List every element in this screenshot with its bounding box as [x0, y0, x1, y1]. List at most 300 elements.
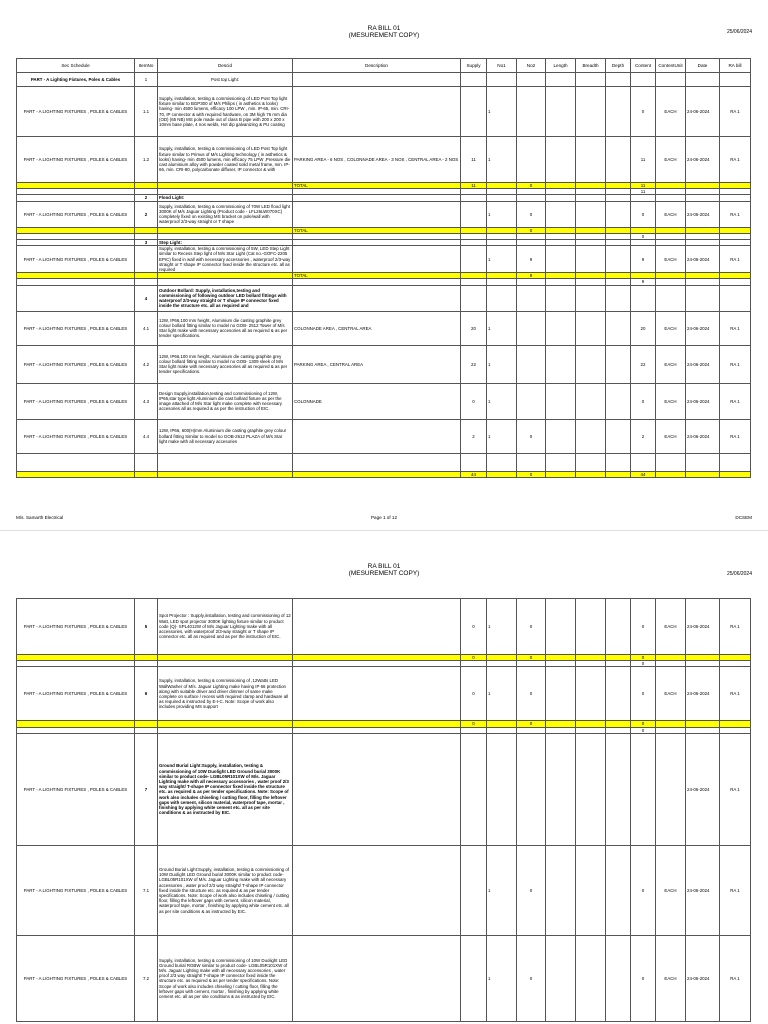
row-supply — [461, 935, 487, 1021]
total-no2: 0 — [517, 183, 546, 189]
row-no2 — [517, 73, 546, 87]
row-item-no: 7.1 — [135, 845, 158, 935]
spacer-content: 0 — [631, 661, 656, 667]
row-sec-schedule: PART - A LIGHTING FIXTURES , POLES & CABLES — [17, 311, 135, 345]
row-content-unit — [656, 73, 686, 87]
row-no1: 1 — [487, 201, 517, 227]
total-content: 0 — [631, 721, 656, 727]
row-item-no: 6 — [135, 667, 158, 721]
blank-cell — [17, 453, 135, 471]
row-item-no — [135, 246, 158, 273]
table-body-page-1 — [17, 73, 751, 478]
row-depth — [606, 935, 631, 1021]
total-no2: 0 — [517, 655, 546, 661]
row-ra-bill: RA 1 — [720, 733, 751, 845]
row-depth — [606, 383, 631, 419]
row-ra-bill: RA 1 — [720, 419, 751, 453]
row-length — [546, 419, 576, 453]
row-item-no: 4.3 — [135, 383, 158, 419]
total-empty — [546, 471, 576, 477]
total-empty — [487, 471, 517, 477]
row-sec-schedule: PART - A LIGHTING FIXTURES , POLES & CABLES — [17, 845, 135, 935]
row-descid: 12W, IP66, 600(H)mm Aluminium die casting graphite grey colour bollard fitting Similar to model no GOB-2612 PLAZA of M/s Star light make with all necessary accesories — [158, 419, 293, 453]
row-content: 20 — [631, 311, 656, 345]
row-date: 24-06-2024 — [686, 599, 720, 655]
row-description — [293, 285, 461, 311]
total-empty — [135, 471, 158, 477]
row-description: COLONNADE AREA , CENTRAL AREA — [293, 311, 461, 345]
row-supply — [461, 87, 487, 137]
row-length — [546, 137, 576, 183]
row-content-unit: EACH — [656, 845, 686, 935]
header-sec-schedule: Sec Schedule — [17, 59, 135, 73]
blank-cell — [517, 453, 546, 471]
blank-cell — [546, 453, 576, 471]
table-row — [17, 419, 751, 453]
blank-cell — [720, 453, 751, 471]
table-header-row — [17, 59, 751, 73]
row-description — [293, 87, 461, 137]
row-depth — [606, 311, 631, 345]
blank-cell — [656, 453, 686, 471]
footer-company: M/s. Samarth Electrical — [16, 515, 64, 520]
measurement-table-page-2 — [16, 598, 751, 1022]
header-content-unit: ContentUnit — [656, 59, 686, 73]
row-length — [546, 246, 576, 273]
row-breadth — [576, 733, 606, 845]
footer-page-number: Page 1 of 12 — [370, 515, 398, 520]
row-descid: Ground Burial Light:Supply, installation, testing & commissioning of 10W Duolight LED Ground burial 3000K similar to product code- LGBL05R101XW of M/s. Jaguar Lighting make with all necessary accessories , water proof 2/3 way straight/ T-shape IP connector fixed inside the structure etc. as required & as per tender specifications. Note: Scope of work also includes chiseling / cutting floor, filling the leftover gaps with cement, silicon material, waterproof tape, mortar , finishing by applying white cement etc. all as per site conditions & as instructed by EIC. — [158, 733, 293, 845]
row-ra-bill: RA 1 — [720, 311, 751, 345]
row-description — [293, 935, 461, 1021]
row-ra-bill: RA 1 — [720, 935, 751, 1021]
row-date: 24-06-2024 — [686, 345, 720, 383]
blank-cell — [461, 453, 487, 471]
row-no2: 9 — [517, 246, 546, 273]
row-supply — [461, 246, 487, 273]
total-empty — [158, 471, 293, 477]
row-no1: 1 — [487, 345, 517, 383]
total-supply: 0 — [461, 655, 487, 661]
row-description — [293, 733, 461, 845]
row-supply: 0 — [461, 667, 487, 721]
row-descid: Flood Light: — [158, 195, 293, 201]
blank-cell — [487, 453, 517, 471]
total-label — [293, 471, 461, 477]
row-content: 0 — [631, 201, 656, 227]
row-length — [546, 87, 576, 137]
total-no2: 9 — [517, 273, 546, 279]
row-descid: Spot Projector : Supply,installation, testing and commissioning of 12 Watt, LED spot projector 3000K lighting fixture similar to product code (Q)- SPL4012W of M/s Jaguar Lighting make with all accessories, with waterproof 2/3-way straight or T shape IP connector etc. all as required and as per the instruction of EIC. — [158, 599, 293, 655]
row-length — [546, 73, 576, 87]
row-content-unit — [656, 733, 686, 845]
row-date: 24-06-2024 — [686, 246, 720, 273]
row-no2 — [517, 285, 546, 311]
table-row — [17, 311, 751, 345]
row-content-unit: EACH — [656, 383, 686, 419]
row-item-no: 1.2 — [135, 137, 158, 183]
row-descid: Outdoor Bollard: Supply, installation,testing and commissioning of following outdoor LED bollard fittings with waterproof 2/3-way straight or T shape IP connector fixed inside the structure etc. all as required and — [158, 285, 293, 311]
row-breadth — [576, 599, 606, 655]
report-title-page-2: RA BILL 01 — [367, 563, 401, 570]
row-no1: 1 — [487, 845, 517, 935]
row-description — [293, 246, 461, 273]
row-breadth — [576, 935, 606, 1021]
row-descid: Supply, installation, testing & commissioning of 70W LED flood light 3000K of M/s Jaguar Lighting (Product code - LFL26LW070XC) completely fixed on existing MS bracket on pole/wall with waterproof 2/3-way straight or T shape — [158, 201, 293, 227]
row-descid: Supply, installation, testing & commissioning of LED Post Top light fixture similar to Primus of M/s Lighting technology ( in asthetics & looks) having- min 4500 lumens, min efficacy 75 LPW ,Pressure die cast aluminium alloy with powder coated solid metal frame, min. IP-66, min. CRI-80, polycarbonate diffuser, IP connector & with — [158, 137, 293, 183]
row-date: 24-06-2024 — [686, 87, 720, 137]
row-content-unit: EACH — [656, 419, 686, 453]
row-length — [546, 383, 576, 419]
row-breadth — [576, 137, 606, 183]
row-content — [631, 73, 656, 87]
header-description: Description — [293, 59, 461, 73]
row-description — [293, 845, 461, 935]
total-row — [17, 471, 751, 477]
row-depth — [606, 845, 631, 935]
row-breadth — [576, 383, 606, 419]
row-supply: 2 — [461, 419, 487, 453]
row-item-no: 7 — [135, 733, 158, 845]
table-row — [17, 733, 751, 845]
row-breadth — [576, 845, 606, 935]
row-breadth — [576, 419, 606, 453]
row-ra-bill: RA 1 — [720, 383, 751, 419]
row-date: 24-06-2024 — [686, 845, 720, 935]
table-row — [17, 246, 751, 273]
row-breadth — [576, 345, 606, 383]
row-ra-bill: RA 1 — [720, 201, 751, 227]
row-content: 0 — [631, 667, 656, 721]
row-content: 0 — [631, 599, 656, 655]
report-subtitle: (MESUREMENT COPY) — [348, 32, 420, 39]
row-no1: 1 — [487, 311, 517, 345]
row-no2 — [517, 383, 546, 419]
total-no2: 0 — [517, 721, 546, 727]
row-no2 — [517, 137, 546, 183]
report-date-page-2: 25/06/2024 — [726, 571, 752, 577]
row-date: 24-06-2024 — [686, 383, 720, 419]
row-content-unit: EACH — [656, 246, 686, 273]
row-content-unit: EACH — [656, 311, 686, 345]
row-supply: 0 — [461, 599, 487, 655]
table-row — [17, 383, 751, 419]
total-content: 0 — [631, 655, 656, 661]
row-no1: 1 — [487, 599, 517, 655]
row-no2: 0 — [517, 935, 546, 1021]
row-content: 0 — [631, 935, 656, 1021]
row-content: 9 — [631, 246, 656, 273]
header-depth: Depth — [606, 59, 631, 73]
spacer-content: 9 — [631, 279, 656, 285]
row-depth — [606, 599, 631, 655]
row-depth — [606, 345, 631, 383]
row-content-unit: EACH — [656, 137, 686, 183]
row-length — [546, 935, 576, 1021]
header-breadth: Breadth — [576, 59, 606, 73]
row-no2: 0 — [517, 599, 546, 655]
row-description: COLONNADE — [293, 383, 461, 419]
row-item-no: 3 — [135, 240, 158, 246]
row-content: 2 — [631, 419, 656, 453]
total-empty — [606, 471, 631, 477]
row-date — [686, 285, 720, 311]
table-row — [17, 201, 751, 227]
spacer-content: 11 — [631, 189, 656, 195]
total-no2: 0 — [517, 471, 546, 477]
row-description: PARKING AREA - 6 NOS , COLONNADE AREA - 3 NOS , CENTRAL AREA - 2 NOS — [293, 137, 461, 183]
row-ra-bill — [720, 285, 751, 311]
row-descid: Post top Light: — [158, 73, 293, 87]
row-no1: 1 — [487, 383, 517, 419]
row-item-no: 4 — [135, 285, 158, 311]
row-date: 24-06-2024 — [686, 733, 720, 845]
row-content-unit: EACH — [656, 667, 686, 721]
row-description — [293, 599, 461, 655]
total-empty — [576, 471, 606, 477]
row-date: 24-06-2024 — [686, 935, 720, 1021]
blank-cell — [135, 453, 158, 471]
row-depth — [606, 285, 631, 311]
report-title: RA BILL 01 — [367, 25, 401, 32]
row-content: 0 — [631, 87, 656, 137]
row-sec-schedule: PART - A LIGHTING FIXTURES , POLES & CABLES — [17, 935, 135, 1021]
row-supply: 0 — [461, 383, 487, 419]
row-length — [546, 667, 576, 721]
row-sec-schedule: PART - A LIGHTING FIXTURES , POLES & CABLES — [17, 246, 135, 273]
row-length — [546, 201, 576, 227]
total-content: 11 — [631, 183, 656, 189]
row-item-no: 4.2 — [135, 345, 158, 383]
row-content: 0 — [631, 845, 656, 935]
row-ra-bill: RA 1 — [720, 667, 751, 721]
row-sec-schedule — [17, 285, 135, 311]
row-breadth — [576, 285, 606, 311]
row-sec-schedule: PART - A LIGHTING FIXTURES , POLES & CABLES — [17, 201, 135, 227]
blank-cell — [686, 453, 720, 471]
row-no2: 0 — [517, 667, 546, 721]
row-description: PARKING AREA , CENTRAL AREA — [293, 345, 461, 383]
row-ra-bill: RA 1 — [720, 137, 751, 183]
row-description — [293, 667, 461, 721]
table-row — [17, 73, 751, 87]
row-no1 — [487, 285, 517, 311]
row-sec-schedule: PART - A LIGHTING FIXTURES , POLES & CABLES — [17, 87, 135, 137]
row-breadth — [576, 246, 606, 273]
row-supply — [461, 201, 487, 227]
total-no2: 0 — [517, 227, 546, 233]
header-descid: Descid — [158, 59, 293, 73]
row-description — [293, 201, 461, 227]
header-ra-bill: RA bill — [720, 59, 751, 73]
row-description — [293, 73, 461, 87]
header-supply: Supply — [461, 59, 487, 73]
row-description — [293, 419, 461, 453]
blank-cell — [158, 453, 293, 471]
total-empty — [656, 471, 686, 477]
row-no1 — [487, 73, 517, 87]
row-supply — [461, 73, 487, 87]
total-supply: 44 — [461, 471, 487, 477]
header-item-no: ItemNo — [135, 59, 158, 73]
row-date: 24-06-2024 — [686, 201, 720, 227]
row-content: 22 — [631, 345, 656, 383]
report-subtitle-page-2: (MESUREMENT COPY) — [348, 570, 420, 577]
row-breadth — [576, 87, 606, 137]
spacer-content: 0 — [631, 233, 656, 239]
row-depth — [606, 419, 631, 453]
row-item-no: 2 — [135, 201, 158, 227]
page-separator — [0, 530, 768, 531]
total-label: TOTAL — [293, 273, 461, 279]
row-supply — [461, 733, 487, 845]
table-row — [17, 345, 751, 383]
row-descid: Supply, installation, testing & commissioning of 10W Duolight LED Ground burial RGBW similar to product code- LGBL05R101XW of M/s. Jaguar Lighting make with all necessary accessories , water proof 2/3 way straight/ T-shape IP connector fixed inside the structure etc. as required & as per tender specifications. Note: Scope of work also includes chiseling / cutting floor, filling the leftover gaps with cement, mortar , finishing by applying white cement etc. all as per site conditions & as instructed by EIC. — [158, 935, 293, 1021]
row-ra-bill — [720, 73, 751, 87]
row-no2 — [517, 345, 546, 383]
row-depth — [606, 667, 631, 721]
row-no1: 1 — [487, 667, 517, 721]
row-item-no: 7.2 — [135, 935, 158, 1021]
row-date — [686, 73, 720, 87]
row-descid: Step Light: — [158, 240, 293, 246]
total-supply: 0 — [461, 721, 487, 727]
row-content-unit: EACH — [656, 87, 686, 137]
row-ra-bill: RA 1 — [720, 599, 751, 655]
row-item-no: 4.4 — [135, 419, 158, 453]
row-no2 — [517, 733, 546, 845]
row-no1: 1 — [487, 246, 517, 273]
row-ra-bill: RA 1 — [720, 345, 751, 383]
row-descid: 12W, IP66,100 mm height, Aluminium die casting graphite grey colour bollard fitting similar to model no GOB- 2512 Tower of M/s Star light make with necessary accesories all as required & as per tender specifications. — [158, 311, 293, 345]
blank-cell — [631, 453, 656, 471]
header-length: Length — [546, 59, 576, 73]
row-date: 24-06-2024 — [686, 419, 720, 453]
table-row — [17, 137, 751, 183]
row-supply — [461, 845, 487, 935]
row-content-unit: EACH — [656, 345, 686, 383]
row-content-unit: EACH — [656, 201, 686, 227]
row-descid: 12W, IP66,100 mm height, Aluminium die casting graphite grey colour bollard fitting similar to model no GOB- 1309 sleek of M/s Star light make with necessary accesories all as required & as per tender specifications. — [158, 345, 293, 383]
row-length — [546, 285, 576, 311]
row-item-no: 1 — [135, 73, 158, 87]
row-content — [631, 285, 656, 311]
row-content: 11 — [631, 137, 656, 183]
row-no2 — [517, 311, 546, 345]
row-supply — [461, 285, 487, 311]
row-content-unit: EACH — [656, 599, 686, 655]
row-item-no: 1.1 — [135, 87, 158, 137]
table-row — [17, 935, 751, 1021]
row-sec-schedule: PART - A LIGHTING FIXTURES , POLES & CABLES — [17, 419, 135, 453]
row-date: 24-06-2024 — [686, 137, 720, 183]
row-sec-schedule: PART - A Lighting Fixtures, Poles & Cables — [17, 73, 135, 87]
row-length — [546, 599, 576, 655]
row-depth — [606, 733, 631, 845]
row-date: 24-06-2024 — [686, 311, 720, 345]
row-no2: 0 — [517, 201, 546, 227]
row-no2: 0 — [517, 845, 546, 935]
header-date: Date — [686, 59, 720, 73]
row-depth — [606, 201, 631, 227]
row-descid: Supply, installation, testing & commissioning of LED Post Top light fixture similar to BGP300 of M/s Philips ( in asthetics & looks) having- min 4500 lumens, efficacy 100 LPW , min. IP-65, min. CRI-70, IP connector & with required hardware, on 3M high 76 mm dia (OD) (65 NB) MS pole made out of class B pipe with 200 x 200 x 10mm base plate, 4 nos welds, Hot dip galvanizing & PU coating — [158, 87, 293, 137]
table-row — [17, 87, 751, 137]
table-body-page-2 — [17, 599, 751, 1022]
row-sec-schedule: PART - A LIGHTING FIXTURES , POLES & CABLES — [17, 667, 135, 721]
row-breadth — [576, 73, 606, 87]
total-content: 44 — [631, 471, 656, 477]
row-no1 — [487, 733, 517, 845]
row-no2: 0 — [517, 419, 546, 453]
row-sec-schedule: PART - A LIGHTING FIXTURES , POLES & CABLES — [17, 345, 135, 383]
row-no1: 1 — [487, 419, 517, 453]
table-row — [17, 845, 751, 935]
row-ra-bill: RA 1 — [720, 845, 751, 935]
header-content: Content — [631, 59, 656, 73]
row-sec-schedule: PART - A LIGHTING FIXTURES , POLES & CABLES — [17, 733, 135, 845]
blank-row — [17, 453, 751, 471]
row-descid: Design Supply,installation,testing and commissioning of 12W, IP66,star type light Aluminium die cast bollard fixture as per the image attached of M/s Star light make complete with necessary accesories all as required & as per the instruction of EIC. — [158, 383, 293, 419]
total-empty — [686, 471, 720, 477]
row-item-no: 2 — [135, 195, 158, 201]
row-descid: Supply, installation, testing & commissioning of ,12Watts LED WallWasher of M/s. Jaguar Lighting make having IP 66 protection along with suitable driver and driver dimmer of same make complete on surface / recess with required clamp and hardware all as required & instructed by E-I-C. Note: Scope of work also includes providing MS support — [158, 667, 293, 721]
row-length — [546, 311, 576, 345]
total-empty — [17, 471, 135, 477]
total-label: TOTAL — [293, 183, 461, 189]
row-depth — [606, 73, 631, 87]
row-sec-schedule: PART - A LIGHTING FIXTURES , POLES & CABLES — [17, 137, 135, 183]
row-sec-schedule: PART - A LIGHTING FIXTURES , POLES & CABLES — [17, 383, 135, 419]
row-depth — [606, 246, 631, 273]
row-no1: 1 — [487, 137, 517, 183]
blank-cell — [606, 453, 631, 471]
table-row — [17, 667, 751, 721]
table-row — [17, 285, 751, 311]
row-content-unit — [656, 285, 686, 311]
blank-cell — [293, 453, 461, 471]
row-no1: 1 — [487, 87, 517, 137]
row-depth — [606, 137, 631, 183]
row-ra-bill: RA 1 — [720, 246, 751, 273]
row-no2 — [517, 87, 546, 137]
row-no1: 1 — [487, 935, 517, 1021]
row-content: 0 — [631, 383, 656, 419]
row-item-no: 5 — [135, 599, 158, 655]
total-supply: 11 — [461, 183, 487, 189]
row-sec-schedule: PART - A LIGHTING FIXTURES , POLES & CABLES — [17, 599, 135, 655]
row-date: 24-06-2024 — [686, 667, 720, 721]
row-length — [546, 733, 576, 845]
row-breadth — [576, 201, 606, 227]
header-no2: No2 — [517, 59, 546, 73]
spacer-content: 0 — [631, 727, 656, 733]
row-content — [631, 733, 656, 845]
row-item-no: 4.1 — [135, 311, 158, 345]
row-breadth — [576, 667, 606, 721]
measurement-table-page-1 — [16, 58, 751, 478]
row-supply: 20 — [461, 311, 487, 345]
total-empty — [720, 471, 751, 477]
table-row — [17, 599, 751, 655]
row-depth — [606, 87, 631, 137]
row-descid: Supply, installation, testing & commissioning of 5W, LED Step Light similar to Recess Step light of M/s Star Light (Cat no.-GOFC-2205 EPIC) fixed in wall with necessary accessories , waterproof 2/3-way straight or T shape IP connector fixed inside the structure etc. all as required — [158, 246, 293, 273]
total-label: TOTAL — [293, 227, 461, 233]
row-length — [546, 845, 576, 935]
footer-code: DCSEM — [735, 515, 752, 520]
report-date: 25/06/2024 — [726, 29, 752, 35]
row-supply: 22 — [461, 345, 487, 383]
row-length — [546, 345, 576, 383]
